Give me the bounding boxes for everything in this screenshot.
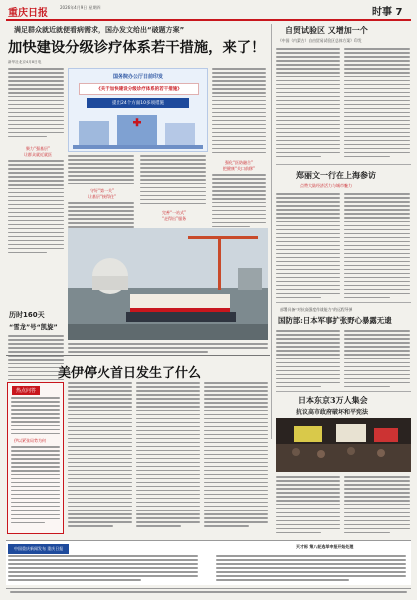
bottom-story-col1	[68, 382, 132, 529]
right-story1-title: 自贸试验区 又增加一个	[285, 25, 368, 35]
sub-heading-4	[212, 160, 266, 172]
footer-rule	[6, 588, 411, 589]
masthead	[0, 0, 417, 20]
photo-crane	[218, 236, 221, 290]
right-story2-text	[276, 193, 340, 301]
right-divider-1	[276, 164, 411, 165]
sub-heading-4-line1: 强化“医防融合”	[224, 160, 254, 165]
photo-head	[347, 447, 355, 455]
bottom-story-headline: 美伊停火首日发生了什么	[58, 366, 202, 381]
photo-building	[238, 268, 262, 290]
right-story4-sub: 抗议高市政府破坏和平宪法	[296, 409, 369, 416]
right-story4-text-b	[344, 476, 410, 536]
top-story-col4-text-b	[212, 174, 266, 230]
right-story2-sub: 点赞大陆经济活力与城市魅力	[300, 183, 352, 188]
footer-ad-notice: 天才标 第八轮选举申报开始处理	[296, 544, 354, 549]
hotspot-text	[11, 397, 60, 437]
masthead-rule	[6, 19, 411, 21]
top-story-headline: 加快建设分级诊疗体系若干措施，来了！	[8, 40, 266, 56]
top-story-col1-text-b	[8, 160, 64, 256]
top-story-col2-text	[68, 155, 134, 187]
footer-ad-text	[8, 555, 198, 583]
bottom-story-rule	[6, 355, 270, 356]
hotspot-label: 热点问答	[12, 386, 40, 395]
right-story3-title: 国防部:日本军事扩张野心暴露无遗	[278, 316, 392, 325]
illustration-ground	[73, 145, 203, 149]
sub-heading-2	[74, 188, 130, 200]
photo-banner	[294, 426, 322, 442]
bottom-story-col2	[136, 382, 200, 529]
footer-info-text	[10, 591, 407, 595]
right-story1-sub: 《中国（内蒙古）自由贸易试验区总体方案》印发	[278, 38, 362, 43]
top-story-byline: 新华社北京4月8日电	[8, 60, 42, 64]
photo-crane	[188, 236, 258, 239]
infographic-title: 国务院办公厅日前印发	[112, 74, 163, 80]
sub-heading-1	[18, 146, 58, 158]
masthead-logo: 重庆日报	[8, 8, 48, 19]
left-story-title: 历时160天	[9, 311, 45, 319]
photo-dock	[68, 324, 268, 340]
right-story3-text	[276, 330, 340, 390]
sub-heading-4-line2: 把健康“关口前移”	[222, 166, 256, 171]
sub-heading-1-line2: 让群众就近就医	[24, 152, 52, 157]
photo-head	[292, 448, 300, 456]
sub-heading-3	[146, 210, 202, 222]
sub-heading-3-line1: 完善“一站式”	[161, 210, 187, 215]
infographic-illustration	[73, 109, 203, 149]
protest-photo	[276, 418, 411, 472]
infographic-doc: 《关于加快建设分级诊疗体系的若干措施》	[79, 83, 199, 95]
right-story1-text	[276, 48, 340, 160]
photo-banner	[336, 424, 366, 442]
right-story2-title: 郑丽文一行在上海参访	[296, 170, 376, 180]
port-photo	[68, 228, 268, 340]
hotspot-question: 伊以紧张局势为何	[14, 438, 46, 443]
infographic-panel	[68, 68, 208, 152]
top-story-col4-text	[212, 68, 266, 156]
right-story2-text-b	[344, 193, 410, 301]
right-story1-text-b	[344, 48, 410, 160]
top-story-subtitle: 满足群众就近就便看病需求，国办发文给出“破题方案”	[14, 26, 185, 34]
right-divider-3	[276, 391, 411, 392]
footer-ad-text-b	[216, 555, 406, 583]
sub-heading-1-line1: 聚力“强基层”	[25, 146, 51, 151]
photo-ship-stripe	[130, 308, 230, 312]
sub-heading-3-line2: “走得出”服务	[161, 216, 187, 221]
footer-ad	[6, 540, 411, 585]
illustration-cross	[136, 118, 139, 126]
photo-banner	[374, 428, 398, 442]
right-story4-text	[276, 476, 340, 536]
illustration-building	[165, 123, 195, 145]
right-story4-title: 日本东京3万人集会	[298, 395, 368, 405]
top-story-col3-text	[140, 155, 206, 207]
footer-ad-bar: 中国重庆新闻发布 重庆日报	[8, 544, 69, 554]
column-divider	[271, 24, 272, 439]
left-story-sub: “雪龙”号“凯旋”	[9, 323, 58, 331]
right-story3-text-b	[344, 330, 410, 390]
right-divider-2	[276, 302, 411, 303]
masthead-section: 时事 7	[372, 7, 403, 18]
bottom-story-col3	[204, 382, 268, 529]
photo-head	[377, 449, 385, 457]
photo-caption-text	[68, 343, 268, 355]
sub-heading-2-line2: 让基层“接得住”	[87, 194, 117, 199]
illustration-building	[79, 121, 109, 145]
hotspot-sidebar	[7, 382, 64, 534]
right-story3-kicker: 部署具备“对抗高强度作战能力”的远程导弹	[280, 307, 353, 312]
infographic-banner: 提出24个方面10多项措施	[87, 98, 189, 108]
hotspot-text-b	[11, 446, 60, 526]
sub-heading-2-line1: 守好“第一关”	[89, 188, 115, 193]
photo-head	[317, 450, 325, 458]
masthead-date: 2026年4月9日 星期四	[60, 5, 101, 10]
photo-ship-hull	[126, 312, 236, 322]
photo-tank-base	[92, 276, 128, 290]
top-story-col1-text	[8, 68, 64, 140]
